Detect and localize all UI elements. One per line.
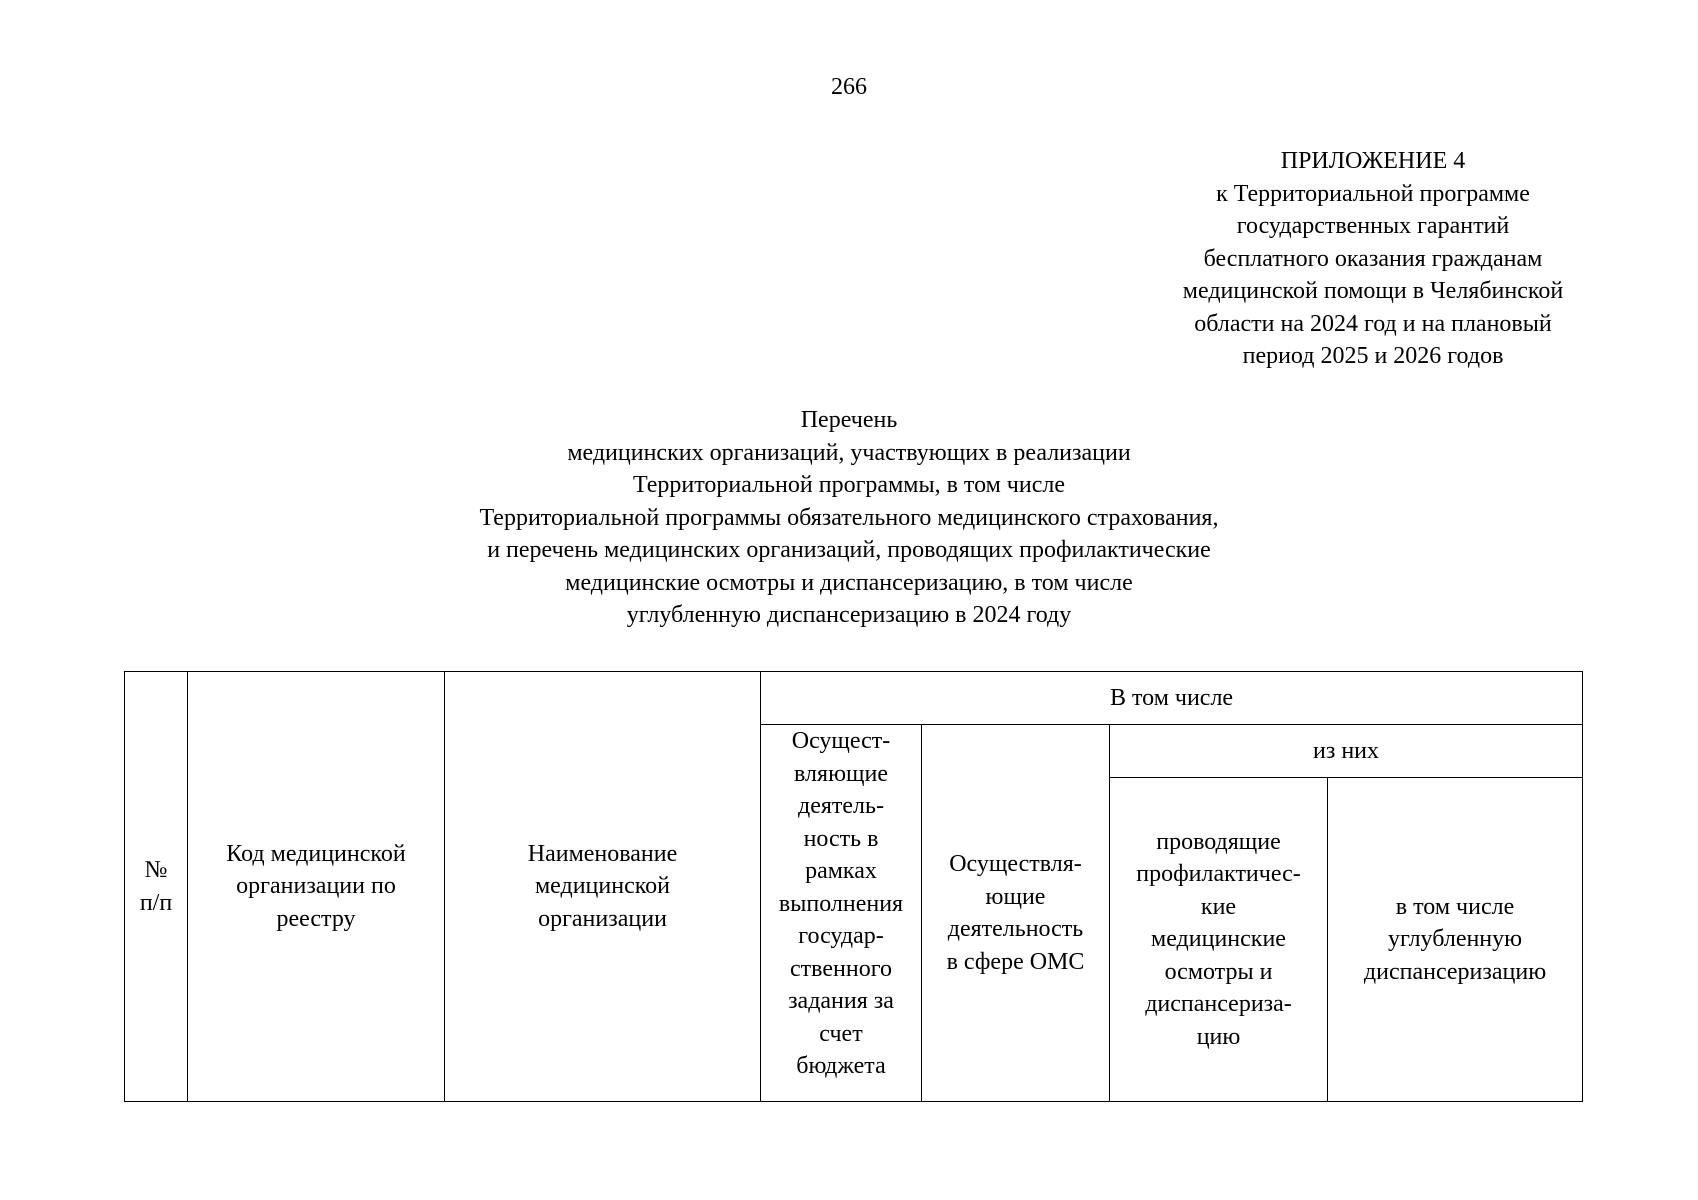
appendix-line: медицинской помощи в Челябинской [1182,278,1564,304]
header-number-line: п/п [139,889,173,916]
header-state-task-line: задания за [788,988,894,1014]
header-code-line: реестру [276,905,356,932]
header-state-task-line: счет [819,1020,863,1047]
header-name-line: медицинской [534,873,671,900]
appendix-line: ПРИЛОЖЕНИЕ 4 [1280,148,1466,174]
header-state-task-line: деятель- [798,793,884,819]
header-preventive [1110,778,1328,1102]
header-oms-line: в сфере ОМС [946,948,1085,975]
header-state-task-line: Осущест- [791,728,891,754]
header-in-depth [1328,778,1583,1102]
header-state-task-line: ственного [790,955,892,982]
header-state-task-line: ность в [803,825,879,852]
header-in-depth-line: углубленную [1387,926,1523,953]
appendix-line: период 2025 и 2026 годов [1242,343,1504,369]
header-including: В том числе [761,672,1583,725]
title-line: Территориальной программы, в том числе [633,472,1065,498]
header-code-line: организации по [236,873,396,900]
header-preventive-line: осмотры и [1164,958,1273,985]
header-code [188,672,445,1102]
header-oms-line: ющие [985,883,1046,910]
title-line: медицинских организаций, участвующих в реализации [567,439,1131,466]
title-line: и перечень медицинских организаций, проводящих профилактические [487,537,1211,563]
header-row [125,672,1583,725]
header-name-line: Наименование [527,840,678,867]
organizations-table [124,671,1583,1102]
header-number-line: № [144,857,168,883]
title-line: Территориальной программы обязательного медицинского страхования, [479,504,1219,531]
header-state-task [761,725,922,1102]
appendix-line: бесплатного оказания гражданам [1203,245,1543,272]
header-oms-line: деятельность [947,916,1084,942]
header-preventive-line: диспансериза- [1145,991,1292,1018]
header-in-depth-line: диспансеризацию [1363,958,1547,985]
header-preventive-line: цию [1196,1023,1241,1050]
header-of-them: из них [1110,725,1583,778]
appendix-line: области на 2024 год и на плановый [1194,310,1552,337]
header-preventive-line: медицинские [1151,926,1286,953]
header-code-line: Код медицинской [226,840,406,867]
title-line: Перечень [800,407,898,433]
page-number: 266 [831,74,867,100]
header-state-task-line: государ- [798,923,884,949]
title-line: углубленную диспансеризацию в 2024 году [626,602,1072,628]
document-title [349,404,1349,632]
header-preventive-line: проводящие [1156,828,1281,855]
header-oms-line: Осуществля- [949,851,1082,877]
header-name [445,672,761,1102]
header-oms [922,725,1110,1102]
header-state-task-line: выполнения [778,890,904,917]
header-state-task-line: бюджета [796,1053,886,1079]
header-state-task-line: рамках [805,858,877,884]
appendix-line: к Территориальной программе [1216,180,1530,207]
header-state-task-line: вляющие [794,760,888,787]
header-name-line: организации [538,905,667,932]
header-number [125,672,188,1102]
header-preventive-line: профилактичес- [1136,861,1301,888]
header-preventive-line: кие [1200,893,1237,920]
header-in-depth-line: в том числе [1395,893,1515,920]
appendix-line: государственных гарантий [1236,213,1510,239]
appendix-block [1128,145,1618,373]
title-line: медицинские осмотры и диспансеризацию, в том числе [565,569,1133,596]
